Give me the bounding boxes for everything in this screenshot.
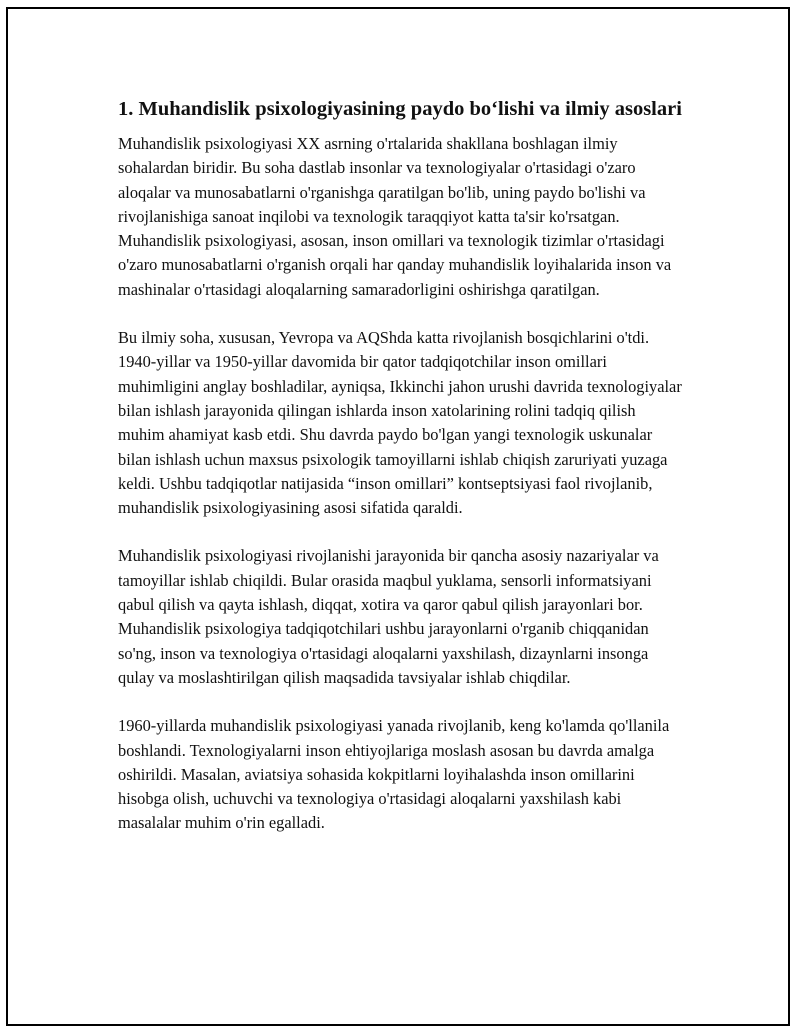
paragraph-4: 1960-yillarda muhandislik psixologiyasi yanada rivojlanib, keng ko'lamda qo'llanila boshlandi. Texnologiyalarni inson ehtiyojlariga moslash asosan bu davrda amalga oshirildi. Masalan, aviatsiya sohasida kokpitlarni loyihalashda inson omillarini hisobga olish, uchuvchi va texnologiya o'rtasidagi aloqalarni yaxshilash kabi masalalar muhim o'rin egalladi.	[118, 716, 670, 833]
paragraph-1: Muhandislik psixologiyasi XX asrning o'rtalarida shakllana boshlagan ilmiy sohalardan biridir. Bu soha dastlab insonlar va texnologiyalar o'rtasidagi o'zaro aloqalar va munosabatlarni o'rganishga qaratilgan bo'lib, uning paydo bo'lishi va rivojlanishiga sanoat inqilobi va texnologik taraqqiyot katta ta'sir ko'rsatgan. Muhandislik psixologiyasi, asosan, inson omillari va texnologik tizimlar o'rtasidagi o'zaro munosabatlarni o'rganish orqali har qanday muhandislik loyihalarida inson va mashinalar o'rtasidagi aloqalarning samaradorligini oshirishga qaratilgan.	[118, 134, 672, 299]
paragraph-3: Muhandislik psixologiyasi rivojlanishi jarayonida bir qancha asosiy nazariyalar va tamoyillar ishlab chiqildi. Bular orasida maqbul yuklama, sensorli informatsiyani qabul qilish va qayta ishlash, diqqat, xotira va qaror qabul qilish jarayonlari bor. Muhandislik psixologiya tadqiqotchilari ushbu jarayonlarni o'rganib chiqqanidan so'ng, inson va texnologiya o'rtasidagi aloqalarni yaxshilash, dizaynlarni insonga qulay va moslashtirilgan qilish maqsadida tavsiyalar ishlab chiqdilar.	[118, 546, 659, 687]
paragraph-2: Bu ilmiy soha, xususan, Yevropa va AQShda katta rivojlanish bosqichlarini o'tdi. 1940-yillar va 1950-yillar davomida bir qator tadqiqotchilar inson omillari muhimligini anglay boshladilar, ayniqsa, Ikkinchi jahon urushi davrida texnologiyalar bilan ishlash jarayonida qilingan ishlarda inson xatolarining rolini tadqiq qilish muhim ahamiyat kasb etdi. Shu davrda paydo bo'lgan yangi texnologik uskunalar bilan ishlash uchun maxsus psixologik tamoyillarni ishlab chiqish zaruriyati yuzaga keldi. Ushbu tadqiqotlar natijasida “inson omillari” kontseptsiyasi faol rivojlanib, muhandislik psixologiyasining asosi sifatida qaraldi.	[118, 328, 682, 518]
document-body	[118, 95, 683, 860]
section-heading: 1. Muhandislik psixologiyasining paydo bo‘lishi va ilmiy asoslari	[118, 98, 682, 120]
